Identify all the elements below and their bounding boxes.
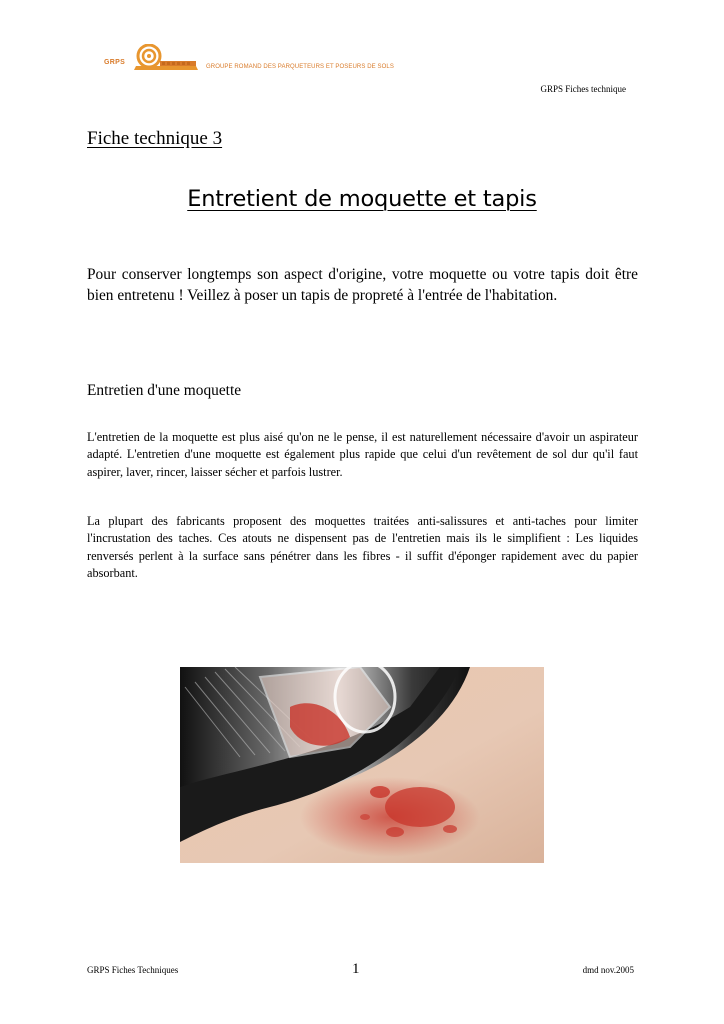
footer-left: GRPS Fiches Techniques — [87, 965, 179, 975]
grps-logo-icon — [104, 44, 374, 78]
running-head: GRPS Fiches technique — [540, 84, 626, 94]
body-paragraph: La plupart des fabricants proposent des moquettes traitées anti-salissures et anti-taches pour limiter l'incrustation des taches. Ces atouts ne dispensent pas de l'entretien mais ils le simplifient : Les liquides renversés perlent à la surface sans pénétrer dans les fibres - il suffit d'éponger rapidement avec du papier absorbant. — [87, 514, 638, 580]
page-number: 1 — [352, 961, 360, 977]
footer-right: dmd nov.2005 — [582, 965, 634, 975]
fiche-label: Fiche technique 3 — [87, 128, 223, 149]
section-heading: Entretien d'une moquette — [87, 382, 242, 399]
logo-brand-text: GRPS — [104, 59, 126, 66]
intro-paragraph: Pour conserver longtemps son aspect d'origine, votre moquette ou votre tapis doit être bien entretenu ! Veillez à poser un tapis de propreté à l'entrée de l'habitation. — [87, 266, 638, 304]
spilled-glass-on-carpet-photo — [180, 667, 544, 863]
page-title: Entretient de moquette et tapis — [187, 186, 537, 212]
logo-tagline: GROUPE ROMAND DES PARQUETEURS ET POSEURS DE SOLS — [206, 64, 394, 70]
body-paragraph: L'entretien de la moquette est plus aisé qu'on ne le pense, il est naturellement nécessaire d'avoir un aspirateur adapté. L'entretien d'une moquette est également plus rapide que celui d'un revêtement de sol dur qu'il faut aspirer, laver, rincer, laisser sécher et parfois lustrer. — [87, 430, 638, 479]
